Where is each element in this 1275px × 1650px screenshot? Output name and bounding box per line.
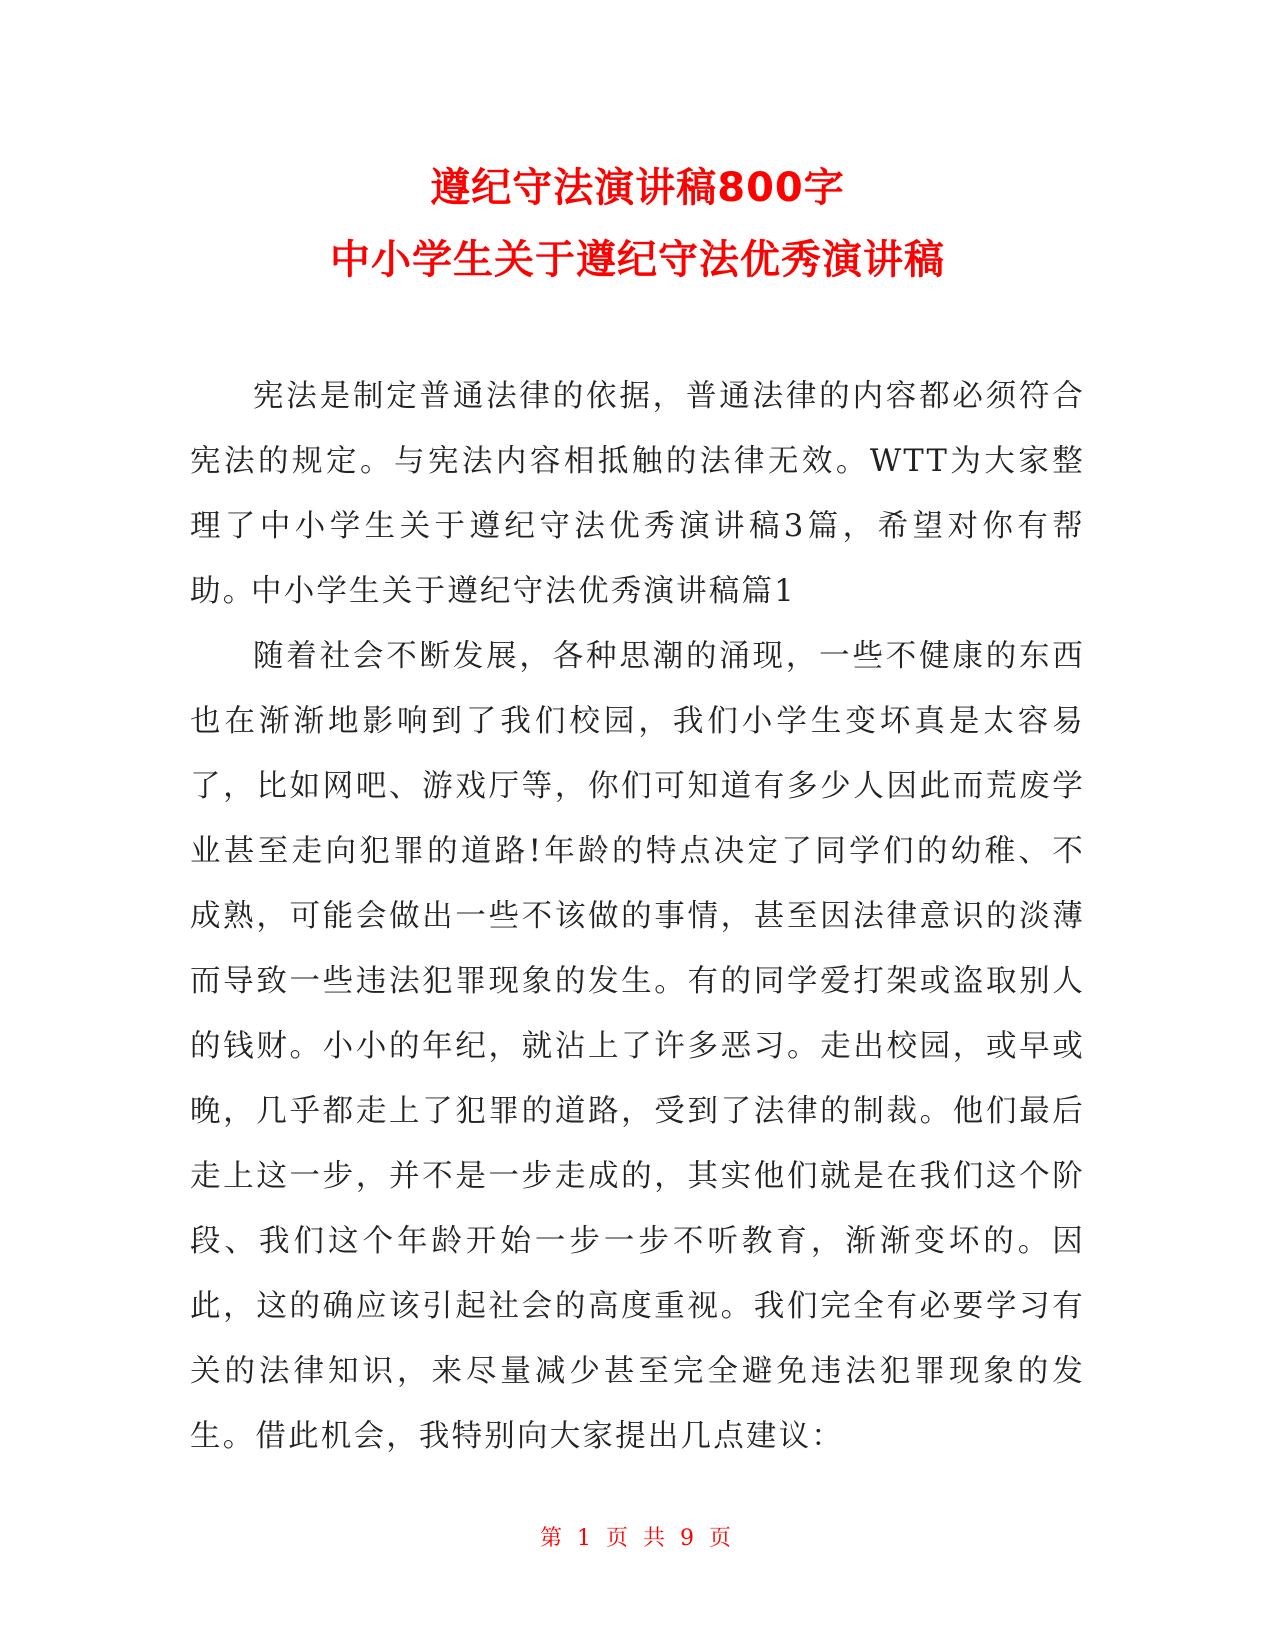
document-title-line-2: 中小学生关于遵纪守法优秀演讲稿 (330, 237, 945, 283)
document-title-line-1: 遵纪守法演讲稿800字 (430, 165, 845, 211)
page-footer: 第 1 页 共 9 页 (540, 1526, 735, 1551)
intro-paragraph: 宪法是制定普通法律的依据，普通法律的内容都必须符合宪法的规定。与宪法内容相抵触的法律无效。WTT为大家整理了中小学生关于遵纪守法优秀演讲稿3篇，希望对你有帮助。 (190, 379, 1085, 609)
section-heading: 中小学生关于遵纪守法优秀演讲稿篇1 (251, 574, 796, 609)
body-paragraph: 随着社会不断发展，各种思潮的涌现，一些不健康的东西也在渐渐地影响到了我们校园，我们小学生变坏真是太容易了，比如网吧、游戏厅等，你们可知道有多少人因此而荒废学业甚至走向犯罪的道路!年龄的特点决定了同学们的幼稚、不成熟，可能会做出一些不该做的事情，甚至因法律意识的淡薄而导致一些违法犯罪现象的发生。有的同学爱打架或盗取别人的钱财。小小的年纪，就沾上了许多恶习。走出校园，或早或晚，几乎都走上了犯罪的道路，受到了法律的制裁。他们最后走上这一步，并不是一步走成的，其实他们就是在我们这个阶段、我们这个年龄开始一步一步不听教育，渐渐变坏的。因此，这的确应该引起社会的高度重视。我们完全有必要学习有关的法律知识，来尽量减少甚至完全避免违法犯罪现象的发生。借此机会，我特别向大家提出几点建议： (190, 639, 1085, 1454)
